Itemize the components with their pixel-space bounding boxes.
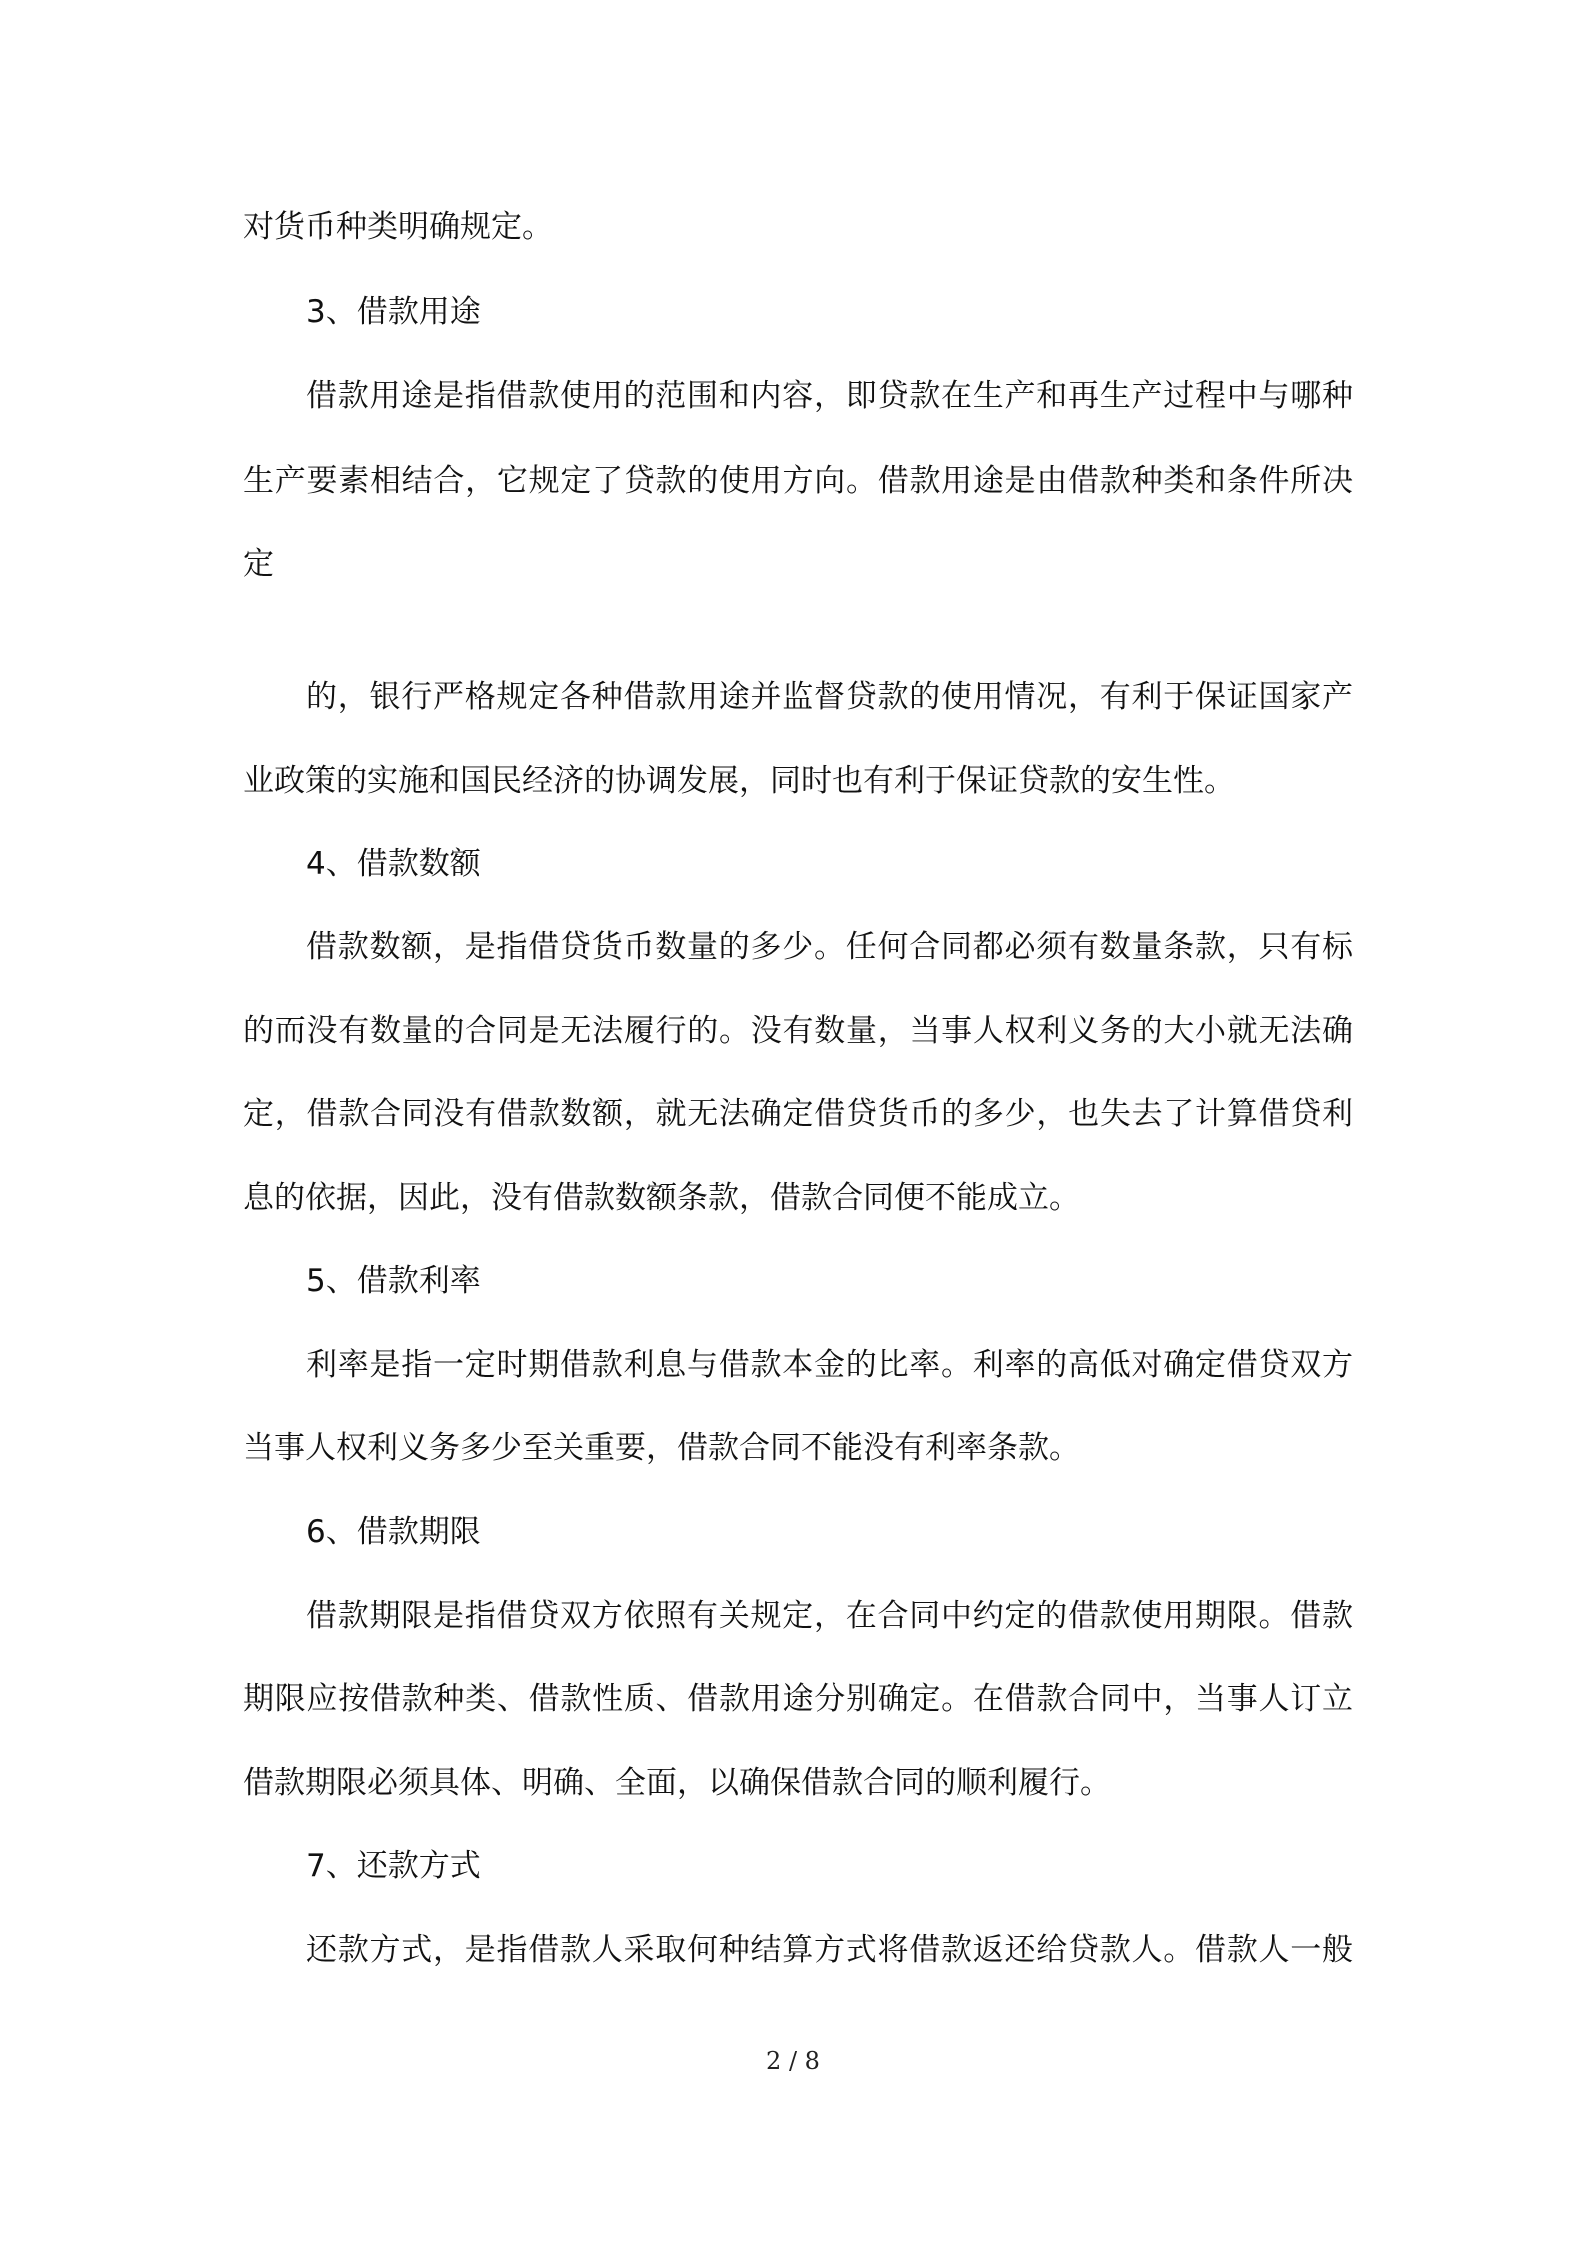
paragraph-line: 当事人权利义务多少至关重要，借款合同不能没有利率条款。 (243, 1430, 1080, 1466)
paragraph-line: 业政策的实施和国民经济的协调发展，同时也有利于保证贷款的安生性。 (243, 763, 1235, 799)
paragraph-line: 定 (243, 546, 274, 582)
paragraph-line: 还款方式，是指借款人采取何种结算方式将借款返还给贷款人。借款人一般 (306, 1932, 1353, 1968)
paragraph-line: 定，借款合同没有借款数额，就无法确定借贷货币的多少，也失去了计算借贷利 (243, 1096, 1353, 1132)
paragraph-line: 生产要素相结合，它规定了贷款的使用方向。借款用途是由借款种类和条件所决 (243, 463, 1353, 499)
paragraph-line: 利率是指一定时期借款利息与借款本金的比率。利率的高低对确定借贷双方 (306, 1347, 1353, 1383)
paragraph-line: 的，银行严格规定各种借款用途并监督贷款的使用情况，有利于保证国家产 (306, 679, 1353, 715)
paragraph-line: 借款期限是指借贷双方依照有关规定，在合同中约定的借款使用期限。借款 (306, 1598, 1353, 1634)
paragraph-line: 借款用途是指借款使用的范围和内容，即贷款在生产和再生产过程中与哪种 (306, 378, 1353, 414)
section-heading-4: 4、借款数额 (306, 846, 481, 882)
paragraph-line: 息的依据，因此，没有借款数额条款，借款合同便不能成立。 (243, 1180, 1080, 1216)
section-heading-6: 6、借款期限 (306, 1514, 481, 1550)
section-heading-3: 3、借款用途 (306, 294, 481, 330)
paragraph-line: 期限应按借款种类、借款性质、借款用途分别确定。在借款合同中，当事人订立 (243, 1681, 1353, 1717)
section-heading-5: 5、借款利率 (306, 1263, 481, 1299)
page-number: 2 / 8 (766, 2047, 820, 2075)
paragraph-line: 对货币种类明确规定。 (243, 209, 553, 245)
paragraph-line: 借款期限必须具体、明确、全面，以确保借款合同的顺利履行。 (243, 1765, 1111, 1801)
section-heading-7: 7、还款方式 (306, 1848, 481, 1884)
paragraph-line: 的而没有数量的合同是无法履行的。没有数量，当事人权利义务的大小就无法确 (243, 1013, 1353, 1049)
paragraph-line: 借款数额，是指借贷货币数量的多少。任何合同都必须有数量条款，只有标 (306, 929, 1353, 965)
